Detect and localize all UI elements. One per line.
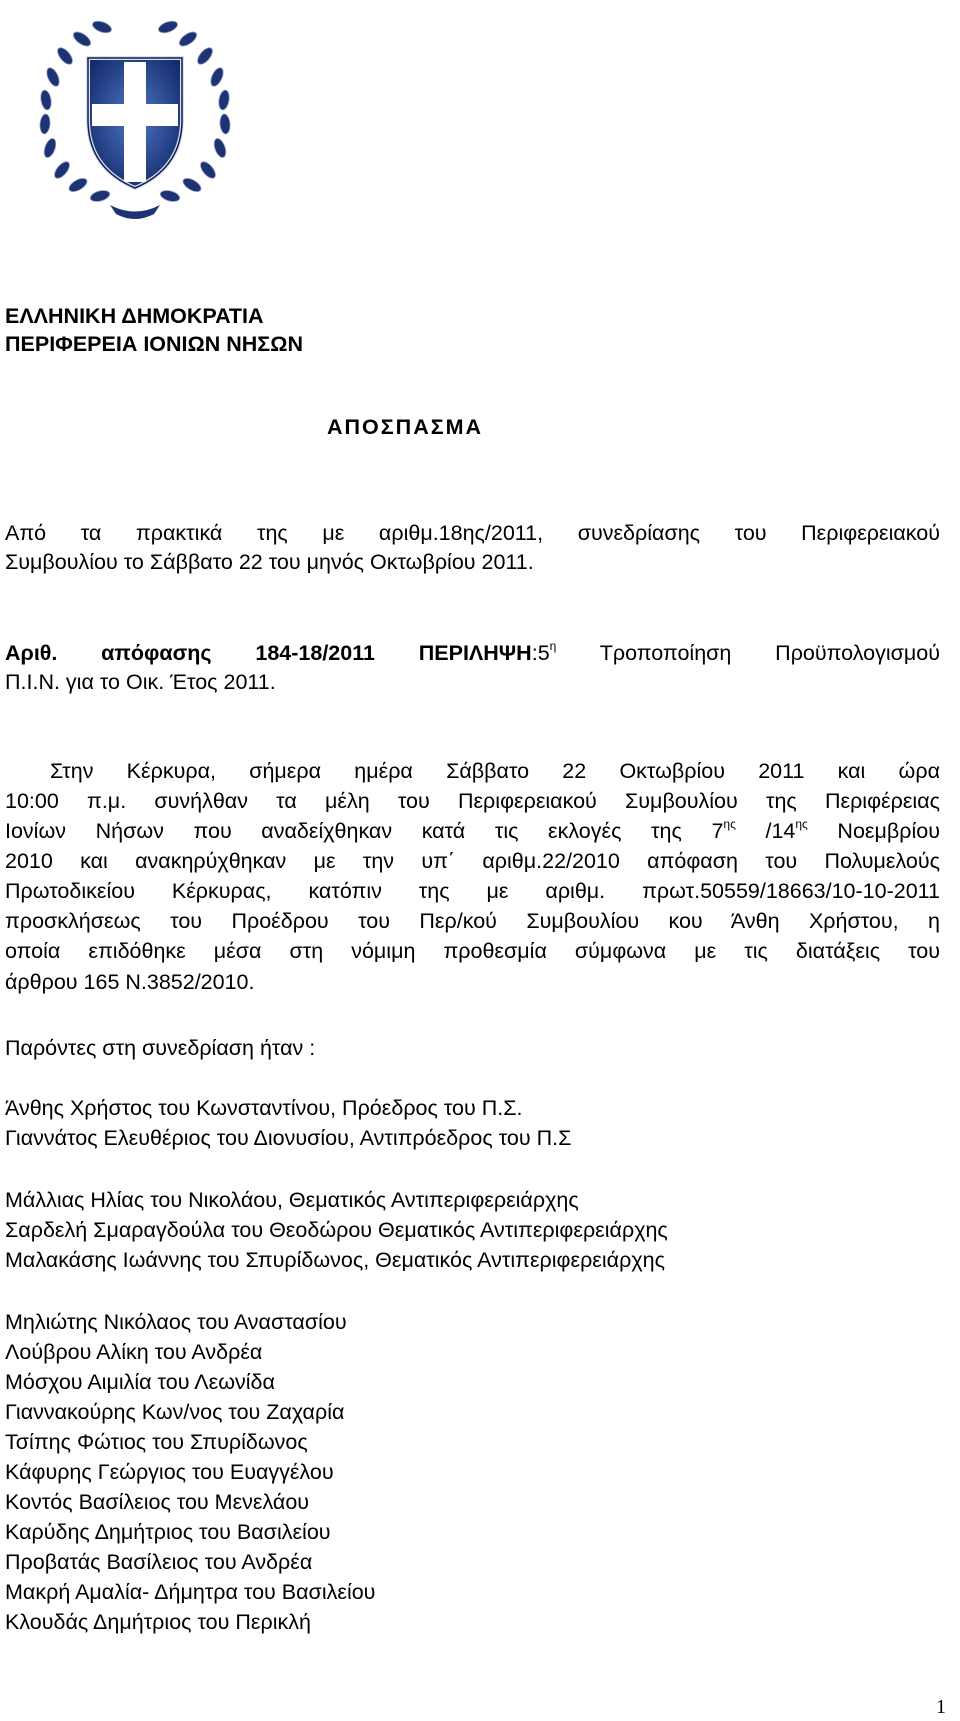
intro-line-1: Από τα πρακτικά της με αριθμ.18ης/2011, συνεδρίασης του Περιφερειακού	[5, 521, 940, 545]
member-line: Κοντός Βασίλειος του Μενελάου	[5, 1490, 310, 1514]
member-line: Σαρδελή Σμαραγδούλα του Θεοδώρου Θεματικός Αντιπεριφερειάρχης	[5, 1218, 668, 1242]
page-number: 1	[936, 1696, 946, 1718]
member-line: Μάλλιας Ηλίας του Νικολάου, Θεματικός Αντιπεριφερειάρχης	[5, 1188, 579, 1212]
body-line-8: άρθρου 165 Ν.3852/2010.	[5, 970, 255, 994]
member-line: Καρύδης Δημήτριος του Βασιλείου	[5, 1520, 331, 1544]
body-line-3: Ιονίων Νήσων που αναδείχθηκαν κατά τις εκλογές της $7^{\eta\varsigma}$ $/14^{\eta\varsigma}$ Νοεμβρίου	[5, 816, 940, 843]
member-line: Λούβρου Αλίκη του Ανδρέα	[5, 1340, 263, 1364]
decision-line-2: Π.Ι.Ν. για το Οικ. Έτος 2011.	[5, 670, 276, 694]
member-line: Άνθης Χρήστος του Κωνσταντίνου, Πρόεδρος του Π.Σ.	[5, 1096, 523, 1120]
member-line: Κάφυρης Γεώργιος του Ευαγγέλου	[5, 1460, 334, 1484]
body-line-2: 10:00 π.μ. συνήλθαν τα μέλη του Περιφερειακού Συμβουλίου της Περιφέρειας	[5, 789, 940, 813]
member-line: Κλουδάς Δημήτριος του Περικλή	[5, 1610, 311, 1634]
body-line-5: Πρωτοδικείου Κέρκυρας, κατόπιν της με αριθμ. πρωτ.50559/18663/10-10-2011	[5, 879, 940, 903]
body-line-4: 2010 και ανακηρύχθηκαν με την υπ΄ αριθμ.22/2010 απόφαση του Πολυμελούς	[5, 849, 940, 873]
member-line: Προβατάς Βασίλειος του Ανδρέα	[5, 1550, 313, 1574]
member-line: Μακρή Αμαλία- Δήμητρα του Βασιλείου	[5, 1580, 376, 1604]
issuer-line-1: ΕΛΛΗΝΙΚΗ ΔΗΜΟΚΡΑΤΙΑ	[5, 304, 264, 328]
intro-line-2: Συμβουλίου το Σάββατο 22 του μηνός Οκτωβρίου 2011.	[5, 550, 534, 574]
member-line: Μαλακάσης Ιωάννης του Σπυρίδωνος, Θεματικός Αντιπεριφερειάρχης	[5, 1248, 665, 1272]
present-heading: Παρόντες στη συνεδρίαση ήταν :	[5, 1036, 316, 1060]
member-line: Τσίπης Φώτιος του Σπυρίδωνος	[5, 1430, 308, 1454]
body-line-6: προσκλήσεως του Προέδρου του Περ/κού Συμβουλίου κου Άνθη Χρήστου, η	[5, 909, 940, 933]
greek-emblem-icon	[20, 0, 250, 230]
body-line-7: οποία επιδόθηκε μέσα στη νόμιμη προθεσμία σύμφωνα με τις διατάξεις του	[5, 939, 940, 963]
issuer-line-2: ΠΕΡΙΦΕΡΕΙΑ ΙΟΝΙΩΝ ΝΗΣΩΝ	[5, 332, 303, 356]
member-line: Γιαννάτος Ελευθέριος του Διονυσίου, Αντιπρόεδρος του Π.Σ	[5, 1126, 572, 1150]
member-line: Μόσχου Αιμιλία του Λεωνίδα	[5, 1370, 275, 1394]
body-line-1: Στην Κέρκυρα, σήμερα ημέρα Σάββατο 22 Οκτωβρίου 2011 και ώρα	[50, 759, 940, 783]
member-line: Μηλιώτης Νικόλαος του Αναστασίου	[5, 1310, 347, 1334]
decision-label: Αριθ. απόφασης 184-18/2011 ΠΕΡΙΛΗΨΗ	[5, 641, 532, 665]
document-title: ΑΠΟΣΠΑΣΜΑ	[327, 415, 484, 439]
decision-line-1: Αριθ. απόφασης 184-18/2011 $\Pi EPI\Lambda H\Psi H:5^\eta$ Τροποποίηση Προϋπολογισμού	[5, 638, 940, 665]
member-line: Γιαννακούρης Κων/νος του Ζαχαρία	[5, 1400, 345, 1424]
